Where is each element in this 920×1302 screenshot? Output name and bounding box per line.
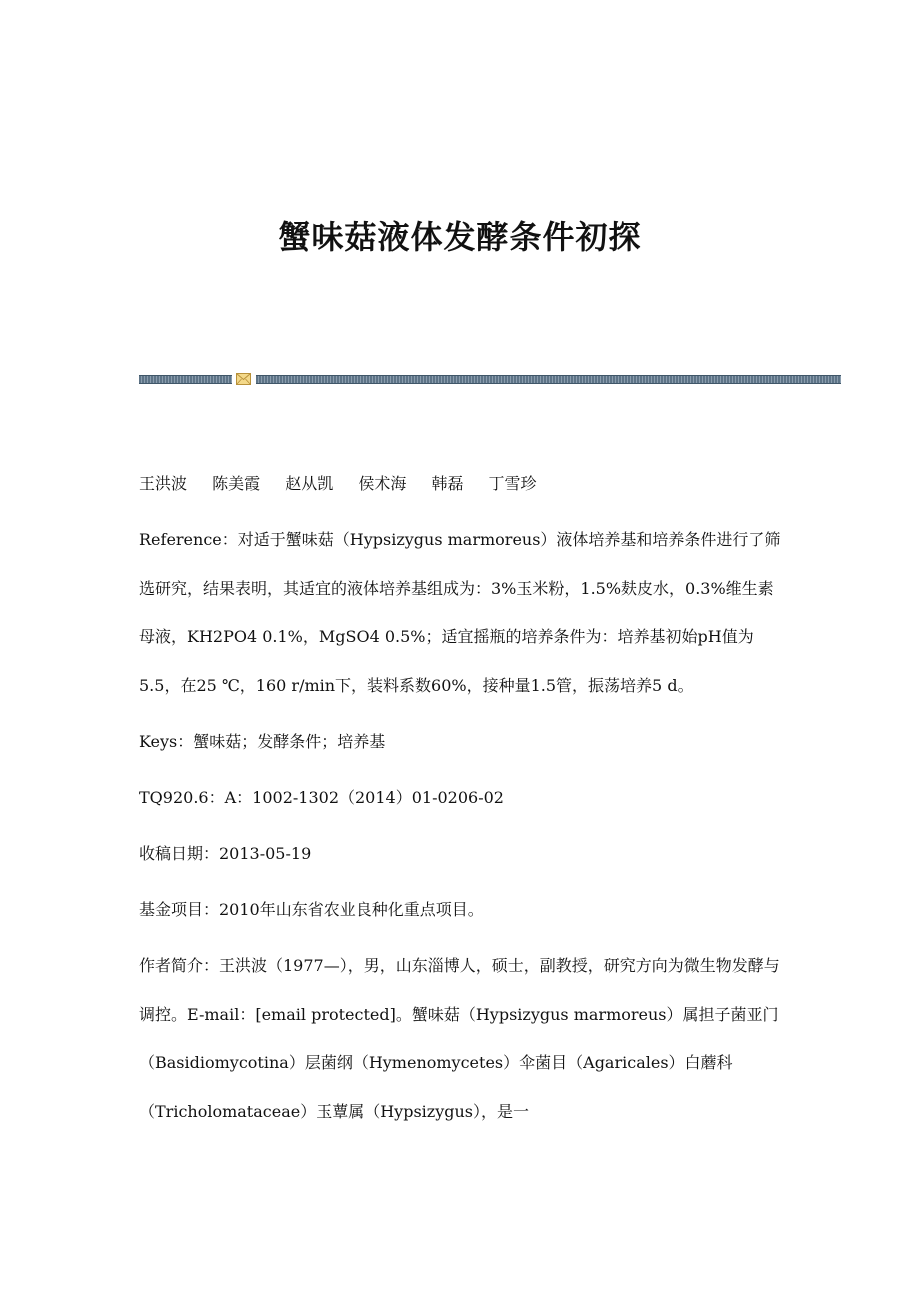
envelope-icon bbox=[236, 373, 251, 385]
received-date-line: 收稿日期：2013-05-19 bbox=[139, 844, 312, 863]
document-title: 蟹味菇液体发酵条件初探 bbox=[278, 218, 642, 256]
author-name: 陈美霞 bbox=[212, 474, 261, 493]
author-bio-paragraph: 作者简介：王洪波（1977—），男，山东淄博人，硕士，副教授，研究方向为微生物发酵与调控。E-mail：[email protected]。蟹味菇（Hypsizygus marmoreus）属担子菌亚门（Basidiomycotina）层菌纲（Hymenomycetes）伞菌目（Agaricales）白蘑科（Tricholomataceae）玉蕈属（Hypsizygus），是一 bbox=[139, 956, 780, 1121]
author-list bbox=[139, 470, 789, 498]
abstract-paragraph: Reference：对适于蟹味菇（Hypsizygus marmoreus）液体培养基和培养条件进行了筛选研究，结果表明，其适宜的液体培养基组成为：3%玉米粉，1.5%麸皮水，0.3%维生素母液，KH2PO4 0.1%，MgSO4 0.5%；适宜摇瓶的培养条件为：培养基初始pH值为5.5，在25 ℃，160 r/min下，装料系数60%，接种量1.5管，振荡培养5 d。 bbox=[139, 530, 781, 695]
divider-right bbox=[256, 375, 841, 384]
divider-left bbox=[139, 375, 232, 384]
document-body bbox=[139, 470, 789, 1154]
author-name: 赵从凯 bbox=[285, 474, 334, 493]
author-name: 王洪波 bbox=[139, 474, 188, 493]
fund-line: 基金项目：2010年山东省农业良种化重点项目。 bbox=[139, 900, 484, 919]
author-name: 韩磊 bbox=[431, 474, 464, 493]
classification-line: TQ920.6：A：1002-1302（2014）01-0206-02 bbox=[139, 788, 504, 807]
author-name: 侯术海 bbox=[358, 474, 407, 493]
keywords-line: Keys：蟹味菇；发酵条件；培养基 bbox=[139, 732, 386, 751]
author-name: 丁雪珍 bbox=[488, 474, 537, 493]
